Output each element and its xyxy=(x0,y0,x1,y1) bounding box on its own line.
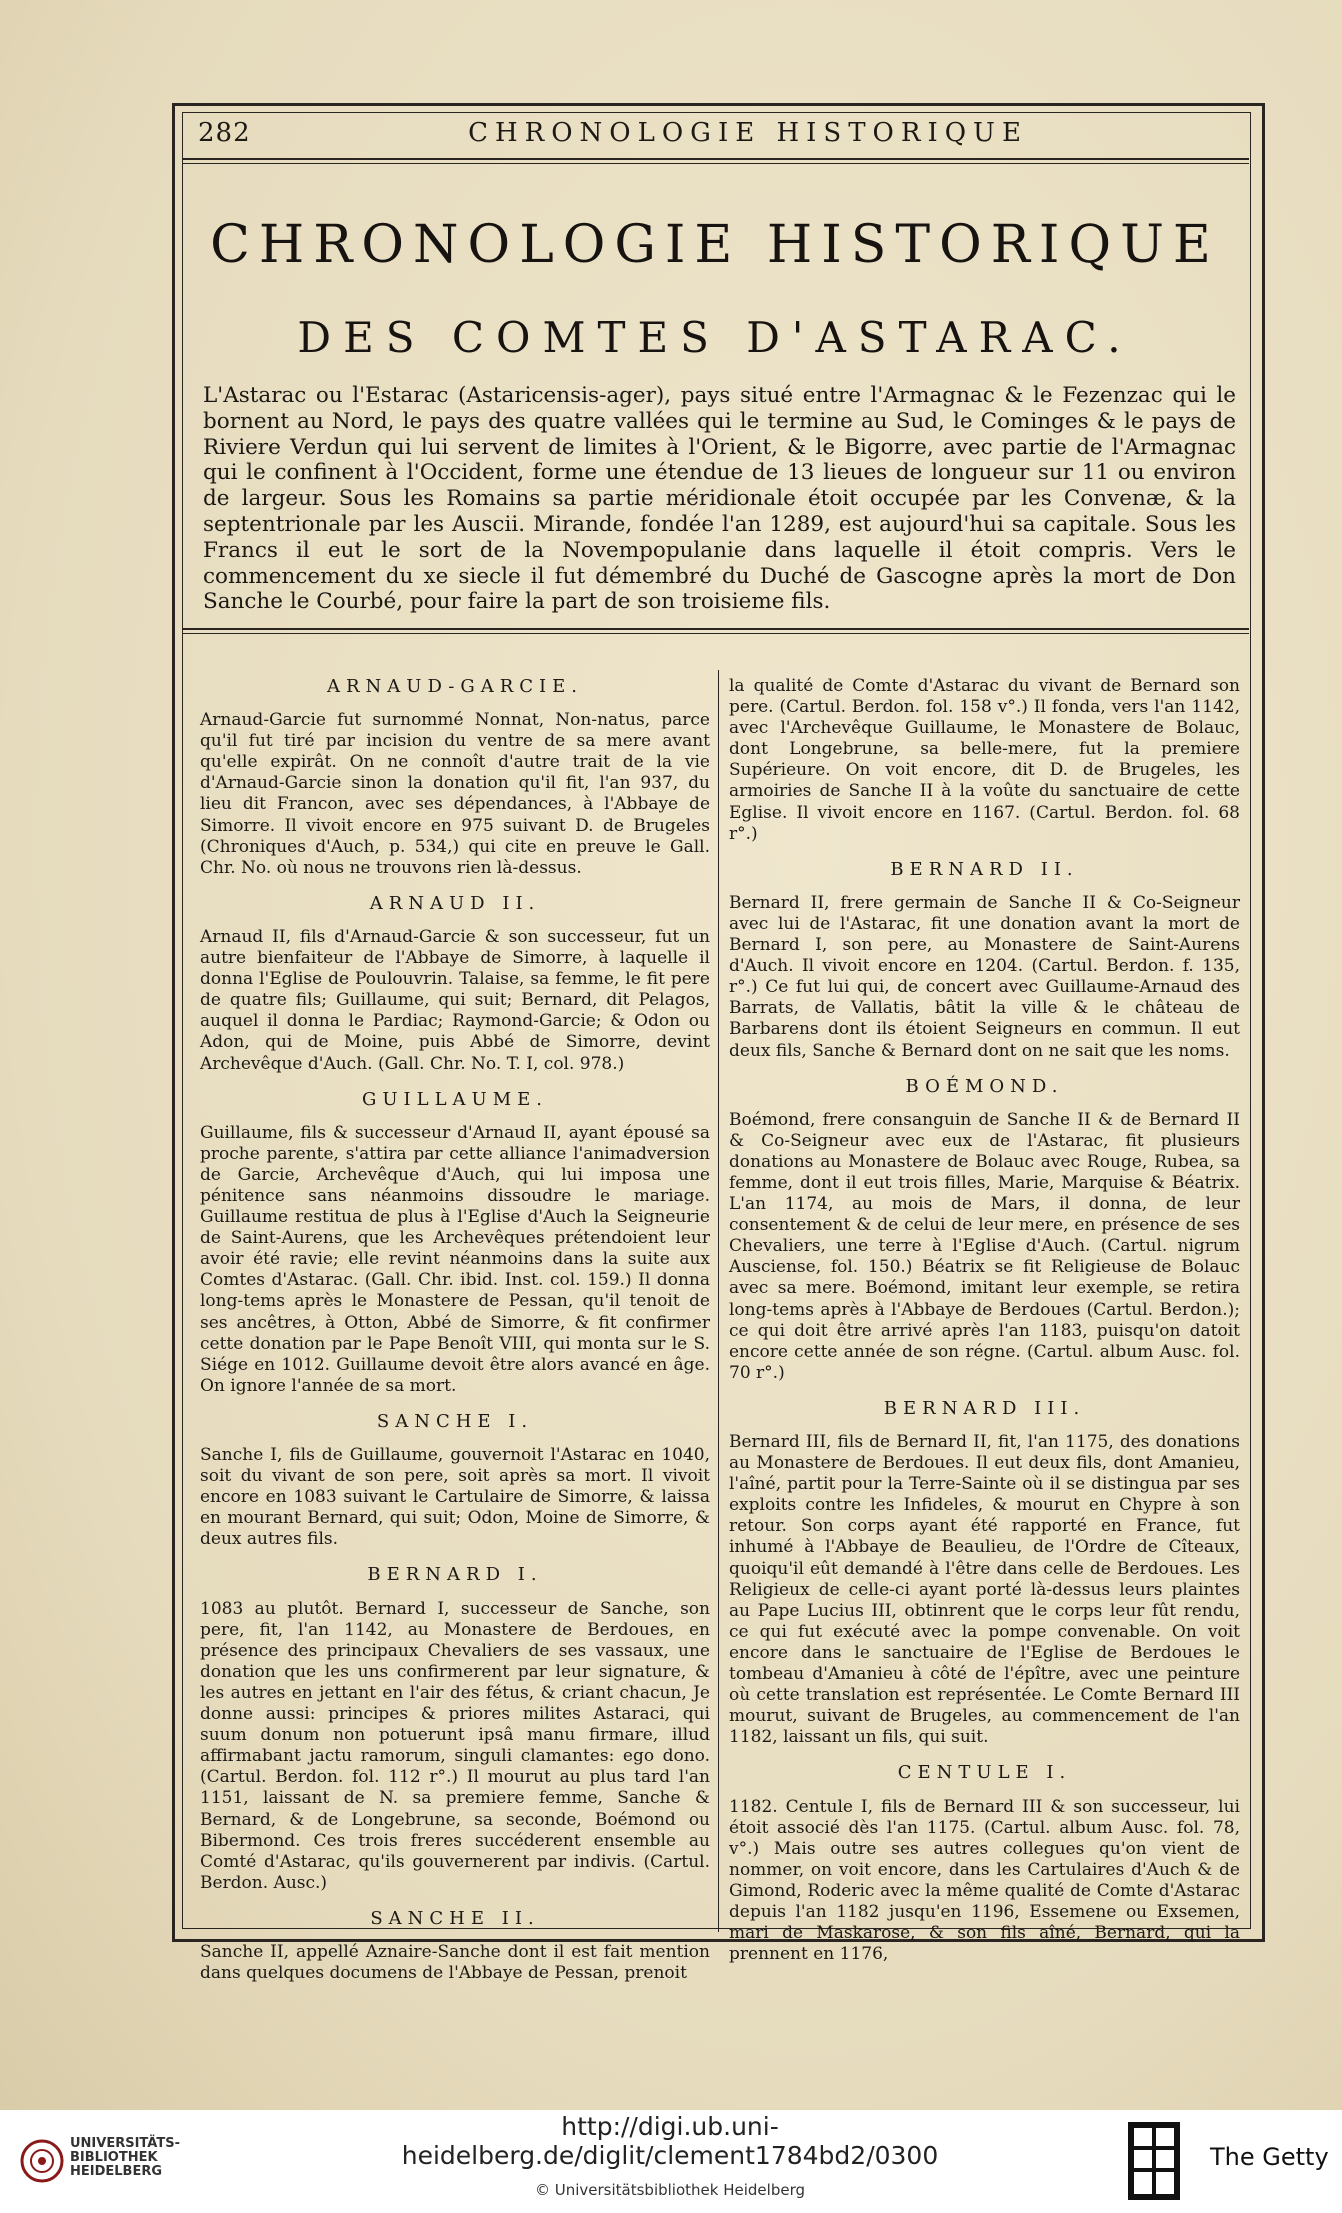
right-column xyxy=(729,676,1240,1971)
getty-logo-icon xyxy=(1128,2122,1180,2200)
sub-title: DES COMTES D'ASTARAC. xyxy=(297,313,1133,362)
section-text: Sanche I, fils de Guillaume, gouvernoit l'Astarac en 1040, soit du vivant de son pere, soit après sa mort. Il vivoit encore en 1083 suivant le Cartulaire de Simorre, & laissa en mourant Bernard, qui suit; Odon, Moine de Simorre, & deux autres fils. xyxy=(200,1445,710,1550)
section-text: Bernard II, frere germain de Sanche II & Co-Seigneur avec lui de l'Astarac, fit une donation avant la mort de Bernard I, son pere, au Monastere de Saint-Aurens d'Auch. Il vivoit encore en 1204. (Cartul. Berdon. f. 135, r°.) Ce fut lui qui, de concert avec Guillaume-Arnaud des Barrats, de Vallatis, bâtit la ville & le château de Barbarens dont ils étoient Seigneurs en commun. Il eut deux fils, Sanche & Bernard dont on ne sait que les noms. xyxy=(729,892,1240,1061)
section-heading: ARNAUD II. xyxy=(369,892,541,914)
section-heading: CENTULE I. xyxy=(897,1762,1072,1784)
section-heading: BERNARD II. xyxy=(890,858,1079,880)
head-rule xyxy=(183,158,1249,160)
intro-text: L'Astarac ou l'Estarac (Astaricensis-ager), pays situé entre l'Armagnac & le Fezenzac qui le bornent au Nord, le pays des quatre vallées qui le termine au Sud, le Cominges & le pays de Riviere Verdun qui lui servent de limites à l'Orient, & le Bigorre, avec partie de l'Armagnac qui le confinent à l'Occident, forme une étendue de 13 lieues de longueur sur 11 ou environ de largeur. Sous les Romains sa partie méridionale étoit occupée par les Convenæ, & la septentrionale par les Auscii. Mirande, fondée l'an 1289, est aujourd'hui sa capitale. Sous les Francs il eut le sort de la Novempopulanie dans laquelle il étoit compris. Vers le commencement du xe siecle il fut démembré du Duché de Gascogne après la mort de Don Sanche le Courbé, pour faire la part de son troisieme fils. xyxy=(203,383,1236,615)
section-heading: SANCHE I. xyxy=(376,1410,534,1432)
section-text: Sanche II, appellé Aznaire-Sanche dont il est fait mention dans quelques documens de l'Abbaye de Pessan, prenoit xyxy=(200,1941,710,1984)
left-column xyxy=(200,676,710,1990)
page-url-link[interactable]: http://digi.ub.uni-heidelberg.de/diglit/clement1784bd2/0300 xyxy=(401,2112,939,2170)
column-divider xyxy=(718,670,719,1932)
section-heading: BERNARD III. xyxy=(883,1397,1086,1419)
section-heading: BOÉMOND. xyxy=(905,1075,1064,1097)
intro-rule-thin xyxy=(183,633,1249,634)
page-number: 282 xyxy=(198,118,251,148)
running-head xyxy=(198,118,1238,154)
university-name: UNIVERSITÄTS-BIBLIOTHEK HEIDELBERG xyxy=(70,2136,180,2179)
running-title: CHRONOLOGIE HISTORIQUE xyxy=(468,118,1028,148)
section-text: Arnaud-Garcie fut surnommé Nonnat, Non-natus, parce qu'il fut tiré par incision du ventre de sa mere avant qu'elle expirât. On ne connoît d'autre trait de la vie d'Arnaud-Garcie sinon la donation qu'il fit, l'an 937, du lieu dit Francon, avec ses dépendances, à l'Abbaye de Simorre. Il vivoit encore en 975 suivant D. de Brugeles (Chroniques d'Auch, p. 534,) qui cite en preuve le Gall. Chr. No. où nous ne trouvons rien là-dessus. xyxy=(200,710,710,878)
partner-name: The Getty xyxy=(1210,2143,1329,2171)
section-text: 1182. Centule I, fils de Bernard III & son successeur, lui étoit associé dès l'an 1175. (Cartul. album Ausc. fol. 78, v°.) Mais outre ses autres collegues qu'on vient de nommer, on voit encore, dans les Cartulaires d'Auch & de Gimond, Roderic avec la même qualité de Comte d'Astarac depuis l'an 1182 jusqu'en 1196, Essemene ou Exsemen, mari de Maskarose, & son fils aîné, Bernard, qui la prennent en 1176, xyxy=(729,1796,1240,1965)
section-text: Guillaume, fils & successeur d'Arnaud II, ayant épousé sa proche parente, s'attira par cette alliance l'animadversion de Garcie, Archevêque d'Auch, qui lui imposa une pénitence sans néanmoins dissoudre le mariage. Guillaume restitua de plus à l'Eglise d'Auch la Seigneurie de Saint-Aurens, que les Archevêques prétendoient leur avoir été ravie; elle revint néanmoins dans la suite aux Comtes d'Astarac. (Gall. Chr. ibid. Inst. col. 159.) Il donna long-tems après le Monastere de Pessan, qu'il tenoit de ses ancêtres, à Otton, Abbé de Simorre, & fit confirmer cette donation par le Pape Benoît VIII, qui monta sur le S. Siége en 1012. Guillaume devoit être alors avancé en âge. On ignore l'année de sa mort. xyxy=(200,1122,710,1396)
viewer-footer xyxy=(0,2110,1342,2213)
section-heading: BERNARD I. xyxy=(367,1564,543,1586)
copyright-notice: © Universitätsbibliothek Heidelberg xyxy=(534,2181,805,2199)
section-heading: SANCHE II. xyxy=(370,1907,540,1929)
section-text: Boémond, frere consanguin de Sanche II & de Bernard II & Co-Seigneur avec eux de l'Astarac, fit plusieurs donations au Monastere de Bolauc avec Rouge, Rubea, sa femme, dont il eut trois filles, Marie, Marquise & Béatrix. L'an 1174, au mois de Mars, il donna, de leur consentement & de celui de leur mere, en présence de ses Chevaliers, une terre à l'Eglise d'Auch. (Cartul. nigrum Ausciense, fol. 150.) Béatrix se fit Religieuse de Bolauc avec sa mere. Boémond, imitant leur exemple, se retira long-tems après à l'Abbaye de Berdoues (Cartul. Berdon.); ce qui doit être arrivé après l'an 1183, puisqu'on datoit encore cette année de son régne. (Cartul. album Ausc. fol. 70 r°.) xyxy=(729,1109,1240,1383)
main-title: CHRONOLOGIE HISTORIQUE xyxy=(210,215,1220,275)
head-rule-thin xyxy=(183,163,1249,164)
section-text: la qualité de Comte d'Astarac du vivant de Bernard son pere. (Cartul. Berdon. fol. 158 v°.) Il fonda, vers l'an 1142, avec l'Archevêque Guillaume, le Monastere de Bolauc, dont Longebrune, sa belle-mere, fut la premiere Supérieure. On voit encore, dit D. de Brugeles, les armoiries de Sanche II à la voûte du sanctuaire de cette Eglise. Il vivoit encore en 1167. (Cartul. Berdon. fol. 68 r°.) xyxy=(729,676,1240,844)
section-text: Bernard III, fils de Bernard II, fit, l'an 1175, des donations au Monastere de Berdoues. Il eut deux fils, dont Amanieu, l'aîné, partit pour la Terre-Sainte où il se distingua par ses exploits contre les Infideles, & mourut en Chypre à son retour. Son corps ayant été rapporté en France, fut inhumé à l'Abbaye de Beaulieu, de l'Ordre de Cîteaux, quoiqu'il eût demandé à l'être dans celle de Berdoues. Les Religieux de celle-ci ayant porté là-dessus leurs plaintes au Pape Lucius III, obtinrent que le corps leur fût rendu, ce qui fut exécuté avec la pompe convenable. On voit encore dans le sanctuaire de l'Eglise de Berdoues le tombeau d'Amanieu à côté de l'épître, avec une peinture où cette translation est représentée. Le Comte Bernard III mourut, suivant de Brugeles, au commencement de l'an 1182, laissant un fils, qui suit. xyxy=(729,1432,1240,1748)
section-text: 1083 au plutôt. Bernard I, successeur de Sanche, son pere, fit, l'an 1142, au Monastere de Berdoues, en présence des principaux Chevaliers de ses vassaux, une donation que les uns confirmerent par leur signature, & les autres en jettant en l'air des fétus, & criant chacun, Je donne aussi: principes & priores milites Astaraci, qui suum donum non potuerunt ipsâ manu firmare, illud affirmabant jactu ramorum, singuli clamantes: ego dono. (Cartul. Berdon. fol. 112 r°.) Il mourut au plus tard l'an 1151, laissant de N. sa premiere femme, Sanche & Bernard, & de Longebrune, sa seconde, Boémond ou Bibermond. Ces trois freres succéderent ensemble au Comté d'Astarac, qu'ils gouvernerent par indivis. (Cartul. Berdon. Ausc.) xyxy=(200,1598,710,1893)
section-heading: GUILLAUME. xyxy=(361,1088,549,1110)
section-heading: ARNAUD-GARCIE. xyxy=(327,676,583,697)
section-text: Arnaud II, fils d'Arnaud-Garcie & son successeur, fut un autre bienfaiteur de l'Abbaye de Simorre, à laquelle il donna l'Eglise de Poulouvrin. Talaise, sa femme, le fit pere de quatre fils; Guillaume, qui suit; Bernard, dit Pelagos, auquel il donna le Pardiac; Raymond-Garcie; & Odon ou Adon, qui de Moine, puis Abbé de Simorre, devint Archevêque d'Auch. (Gall. Chr. No. T. I, col. 978.) xyxy=(200,926,710,1074)
intro-rule xyxy=(183,628,1249,630)
intro-paragraph xyxy=(203,383,1236,615)
